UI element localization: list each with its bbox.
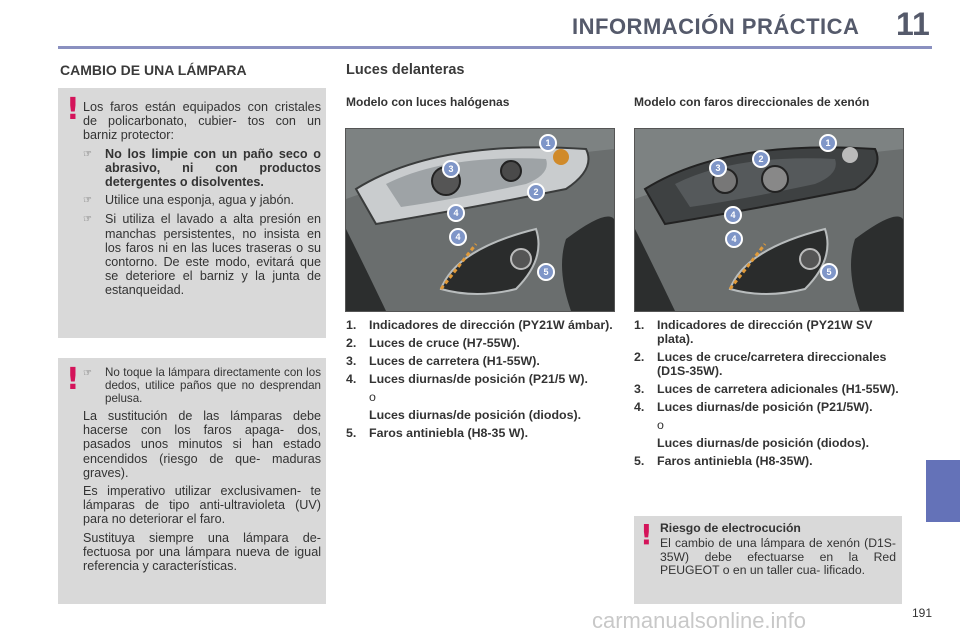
- callout-label: 3: [715, 163, 721, 173]
- page-number: 191: [912, 606, 933, 620]
- callout-label: 2: [758, 154, 764, 164]
- list-item: 3. Luces de carretera (H1-55W).: [346, 354, 540, 368]
- callout-label: 2: [533, 187, 539, 197]
- warning-box-replacement: [58, 358, 326, 604]
- bullet-item: [83, 366, 321, 405]
- warning-icon: !: [66, 92, 80, 127]
- section-title-front-lights: Luces delanteras: [346, 62, 465, 78]
- pointing-hand-icon: ☞: [83, 148, 92, 160]
- header-rule: [58, 46, 932, 49]
- callout-label: 5: [543, 267, 549, 277]
- or-text: o: [369, 390, 376, 404]
- callout-label: 4: [453, 208, 459, 218]
- warning-icon: !: [66, 362, 80, 397]
- risk-text: [660, 522, 896, 582]
- warning-text-replacement: [83, 366, 321, 577]
- halogen-headlight-photo: [345, 128, 615, 312]
- subtitle-xenon: Modelo con faros direccionales de xenón: [634, 95, 870, 109]
- or-text: o: [657, 418, 664, 432]
- warning-box-cleaning: [58, 88, 326, 338]
- chapter-side-tab: [926, 460, 960, 522]
- warning-icon: !: [640, 518, 653, 551]
- list-item: 2. Luces de cruce/carretera direccionales (D1S-35W).: [634, 350, 887, 378]
- pointing-hand-icon: ☞: [83, 368, 92, 379]
- bullet-text: No toque la lámpara directamente con los dedos, utilice paños que no desprendan pelusa.: [105, 366, 321, 405]
- electrocution-risk-box: [634, 516, 902, 604]
- list-item: 5. Faros antiniebla (H8-35W).: [634, 454, 813, 468]
- list-item: 5. Faros antiniebla (H8-35 W).: [346, 426, 529, 440]
- list-item-alt: Luces diurnas/de posición (diodos).: [657, 436, 870, 450]
- bullet-text: No los limpie con un paño seco o abrasivo, ni con productos detergentes o disolventes.: [105, 146, 321, 190]
- bullet-text: Si utiliza el lavado a alta presión en manchas persistentes, no insista en los faros ni en las luces traseras o su contorno. De este modo, evitará que se deteriore el barniz y la junta de estanqueidad.: [105, 212, 321, 298]
- bullet-item: [83, 193, 321, 208]
- callout-label: 5: [826, 267, 832, 277]
- intro-text: Los faros están equipados con cristales de policarbonato, cubier- tos con un barniz protector:: [83, 100, 321, 143]
- pointing-hand-icon: ☞: [83, 195, 92, 207]
- list-item: 1. Indicadores de dirección (PY21W SV plata).: [634, 318, 873, 346]
- bullet-item: [83, 147, 321, 190]
- list-item: 4. Luces diurnas/de posición (P21/5W).: [634, 400, 873, 414]
- bullet-item: [83, 212, 321, 297]
- callout-label: 1: [545, 138, 551, 148]
- watermark: carmanualsonline.info: [592, 608, 807, 633]
- halogen-bulb-list: [346, 318, 614, 444]
- warning-text-cleaning: [83, 100, 321, 302]
- list-item: 4. Luces diurnas/de posición (P21/5 W).: [346, 372, 588, 386]
- xenon-headlight-photo: [634, 128, 904, 312]
- xenon-bulb-list: [634, 318, 902, 472]
- callout-label: 1: [825, 138, 831, 148]
- subtitle-halogen: Modelo con luces halógenas: [346, 95, 510, 109]
- list-item-alt: Luces diurnas/de posición (diodos).: [369, 408, 582, 422]
- paragraph: Es imperativo utilizar exclusivamen- te lámparas de tipo anti-ultravioleta (UV) para no deteriorar el faro.: [83, 484, 321, 527]
- risk-body: El cambio de una lámpara de xenón (D1S-35W) debe efectuarse en la Red PEUGEOT o en un taller cua- lificado.: [660, 536, 896, 578]
- callout-label: 4: [731, 234, 737, 244]
- callout-label: 4: [455, 232, 461, 242]
- pointing-hand-icon: ☞: [83, 214, 92, 226]
- list-item: 1. Indicadores de dirección (PY21W ámbar).: [346, 318, 613, 332]
- risk-title: Riesgo de electrocución: [660, 521, 801, 535]
- list-item: 2. Luces de cruce (H7-55W).: [346, 336, 520, 350]
- bullet-text: Utilice una esponja, agua y jabón.: [105, 193, 295, 208]
- paragraph: Sustituya siempre una lámpara de- fectuosa por una lámpara nueva de igual referencia y características.: [83, 530, 321, 574]
- section-title-lamp-change: CAMBIO DE UNA LÁMPARA: [60, 62, 247, 78]
- page-header-title: INFORMACIÓN PRÁCTICA: [572, 14, 860, 39]
- callout-label: 3: [448, 164, 454, 174]
- chapter-number: 11: [896, 6, 930, 42]
- paragraph: La sustitución de las lámparas debe hacerse con los faros apaga- dos, pasados unos minutos si han estado encendidos (riesgo de que- maduras graves).: [83, 409, 321, 480]
- callout-label: 4: [730, 210, 736, 220]
- list-item: 3. Luces de carretera adicionales (H1-55W).: [634, 382, 899, 396]
